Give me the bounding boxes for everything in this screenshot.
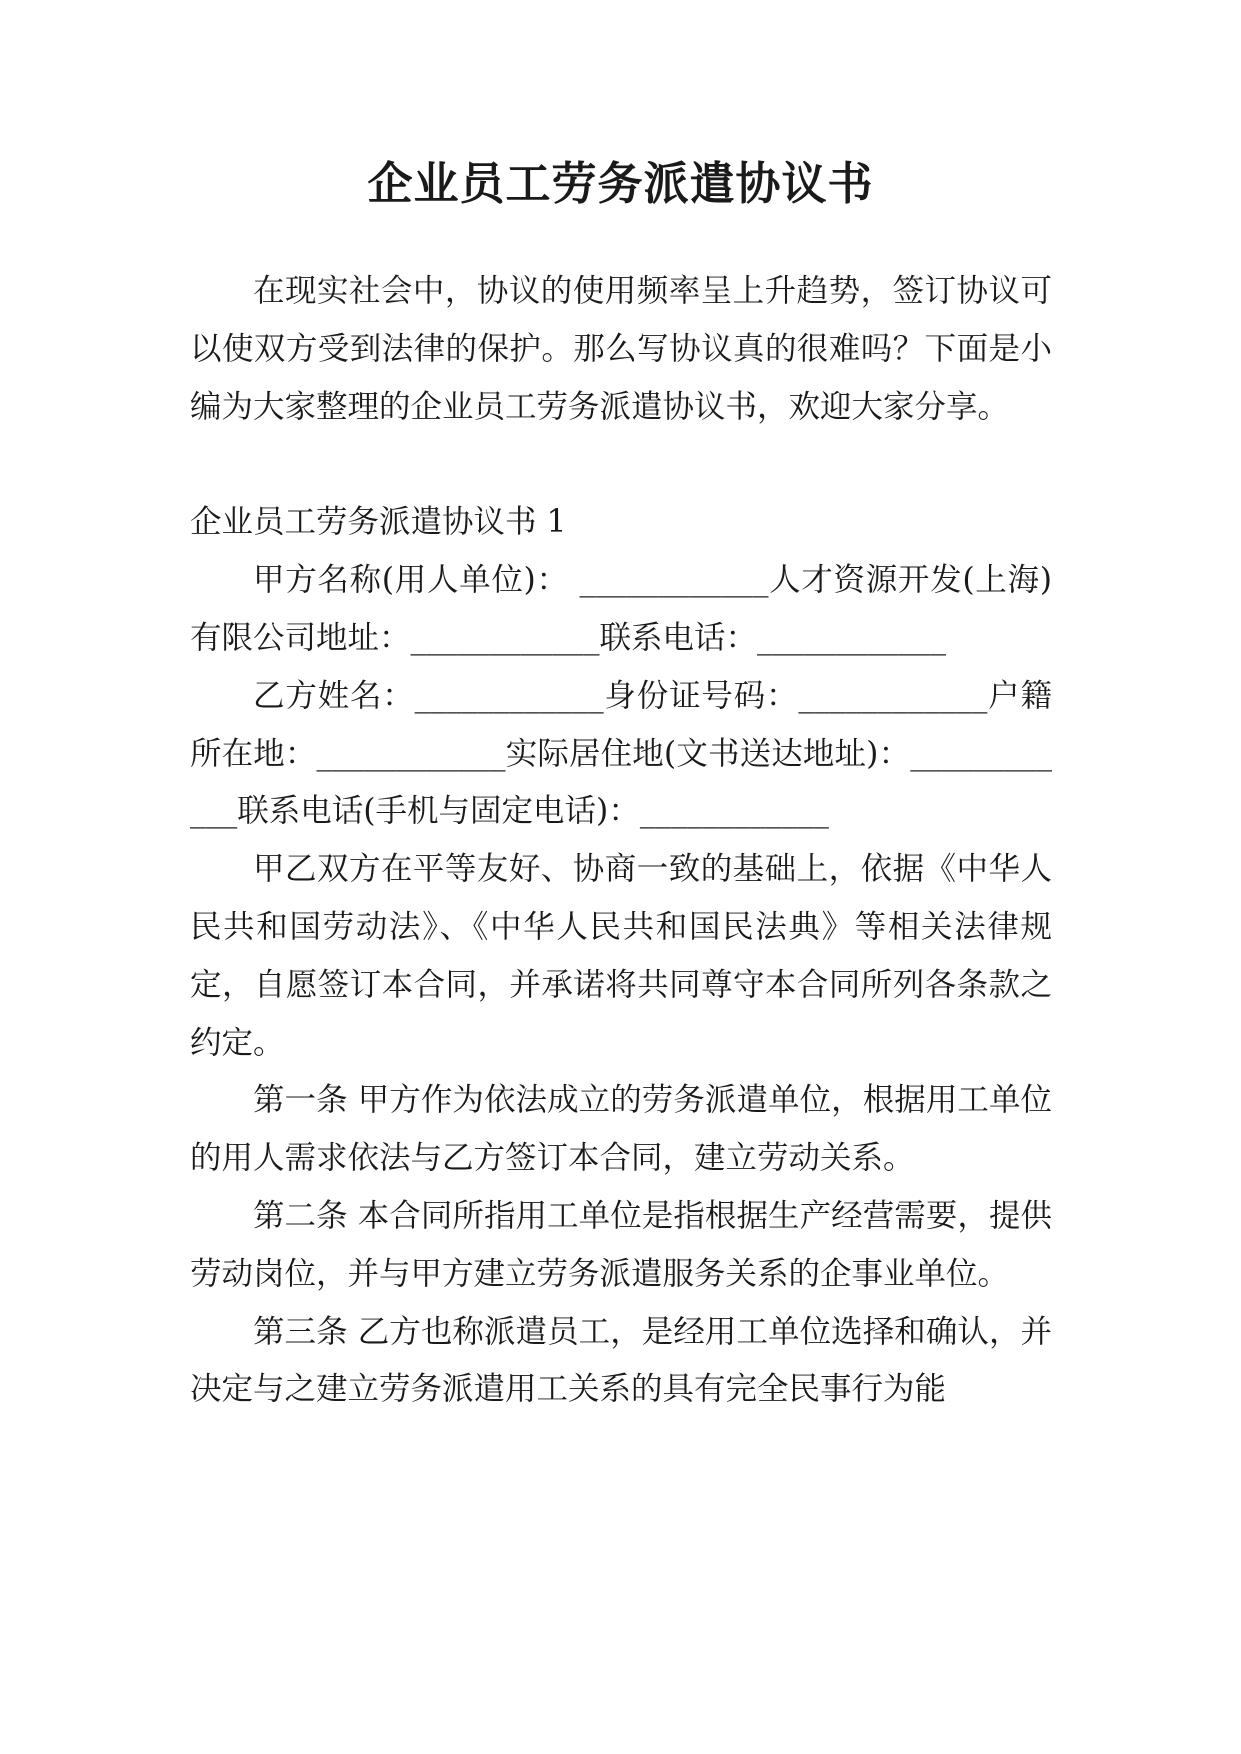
- intro-paragraph: 在现实社会中，协议的使用频率呈上升趋势，签订协议可以使双方受到法律的保护。那么写协议真的很难吗？下面是小编为大家整理的企业员工劳务派遣协议书，欢迎大家分享。: [190, 273, 1052, 425]
- document-body: [190, 263, 1052, 1419]
- article-2-paragraph: 第二条 本合同所指用工单位是指根据生产经营需要，提供劳动岗位，并与甲方建立劳务派遣服务关系的企事业单位。: [190, 1197, 1052, 1292]
- document-title: 企业员工劳务派遣协议书: [367, 157, 874, 210]
- paragraph-gap: [190, 436, 1052, 494]
- party-a-paragraph: 甲方名称(用人单位)： ____________人才资源开发(上海)有限公司地址：____________联系电话：____________: [190, 562, 1052, 656]
- section-heading: 企业员工劳务派遣协议书 1: [190, 504, 567, 541]
- article-3-paragraph: 第三条 乙方也称派遣员工，是经用工单位选择和确认，并决定与之建立劳务派遣用工关系的具有完全民事行为能: [190, 1313, 1052, 1408]
- party-b-paragraph: 乙方姓名：____________身份证号码：____________户籍所在地：____________实际居住地(文书送达地址)：____________联系电话(手机与固定电话)：____________: [190, 677, 1052, 830]
- article-1-paragraph: 第一条 甲方作为依法成立的劳务派遣单位，根据用工单位的用人需求依法与乙方签订本合同，建立劳动关系。: [190, 1082, 1052, 1177]
- preamble-paragraph: 甲乙双方在平等友好、协商一致的基础上，依据《中华人民共和国劳动法》、《中华人民共和国民法典》等相关法律规定，自愿签订本合同，并承诺将共同尊守本合同所列各条款之约定。: [190, 851, 1052, 1061]
